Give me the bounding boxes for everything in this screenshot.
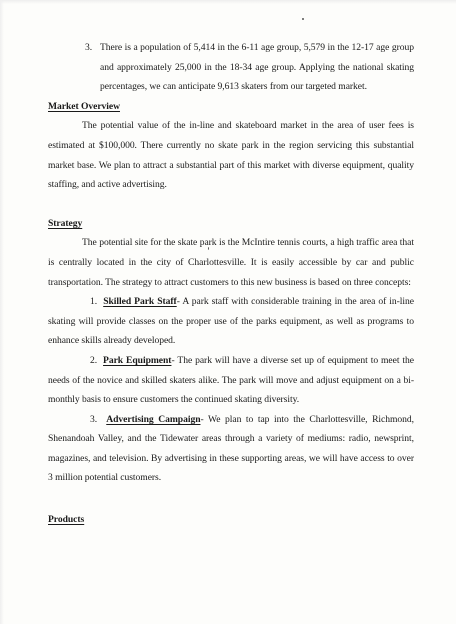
strategy-heading: Strategy [48,217,83,229]
concept-number: 1. [90,296,98,308]
concept-text: - We plan to tap into the Charlottesville, Richmond, Shenandoah Valley, and the Tidewater areas through a variety of mediums: radio, newsprint, magazines, and television. By advertising in these supporting areas, we will have access to over 3 million potential customers. [48,413,414,484]
section-spacer [48,195,414,214]
concept-label: Park Equipment [103,354,172,366]
concept-text: - A park staff with considerable training in the area of in-line skating will provide classes on the proper use of the parks equipment, as well as programs to enhance skills already developed. [48,296,414,347]
concept-text: - The park will have a diverse set up of equipment to meet the needs of the novice and skilled skaters alike. The park will move and adjust equipment on a bi-monthly basis to ensure customers the continued skating diversity. [48,354,414,406]
scan-speck [302,18,304,20]
concept-item-equipment [48,351,414,410]
document-body [48,38,414,530]
concept-label: Skilled Park Staff [103,296,177,308]
concept-item-staff [48,292,414,351]
concept-number: 2. [90,354,98,366]
market-overview-paragraph: The potential value of the in-line and skateboard market in the area of user fees is estimated at $100,000. There currently no skate park in the region servicing this substantial market base. We plan to attract a substantial part of this market with diverse equipment, quality staffing, and active advertising. [48,120,414,191]
concept-number: 3. [90,413,98,425]
products-heading: Products [48,514,85,526]
strategy-paragraph: The potential site for the skate park is the McIntire tennis courts, a high traffic area that is centrally located in the city of Charlottesville. It is easily accessible by car and public transportation. The strategy to attract customers to this new business is based on three concepts: [48,237,414,288]
population-item [48,38,414,97]
market-overview-heading: Market Overview [48,100,120,112]
concept-item-advertising [48,410,414,488]
item-number: 3. [85,42,93,53]
scan-edge-top [0,0,456,4]
item-text: There is a population of 5,414 in the 6-11 age group, 5,579 in the 12-17 age group and approximately 25,000 in the 18-34 age group. Applying the national skating percentages, we can anticipate 9,613 skaters from our targeted market. [100,42,414,93]
section-spacer [48,488,414,510]
concept-label: Advertising Campaign [106,413,201,425]
scan-edge-left [0,0,4,624]
